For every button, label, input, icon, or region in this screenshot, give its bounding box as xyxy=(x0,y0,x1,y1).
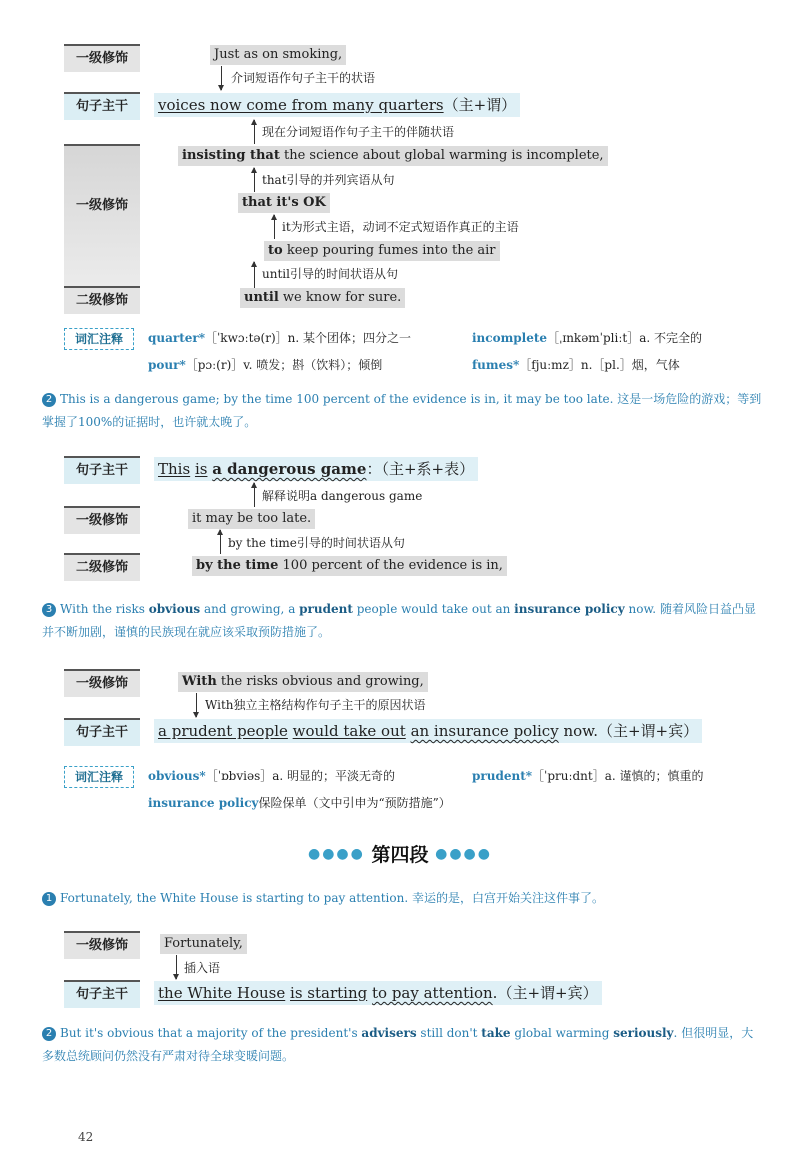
keyword: by the time xyxy=(196,558,279,573)
definition: ［ˌɪnkəmˈpliːt］a. 不完全的 xyxy=(547,331,702,345)
main-tag: ：（主+系+表） xyxy=(366,460,475,478)
chinese-translation: 但很明显，大多数总统顾问仍然没有严肃对待全球变暖问题。 xyxy=(42,1026,754,1063)
chinese-translation: 幸运的是，白宫开始关注这件事了。 xyxy=(411,891,604,905)
label-main: 句子主干 xyxy=(64,718,140,746)
annotation: With独立主格结构作句子主干的原因状语 xyxy=(205,698,426,712)
label-level1: 一级修饰 xyxy=(64,669,140,697)
vocab-tag: 词汇注释 xyxy=(64,766,134,788)
text: global warming xyxy=(510,1026,614,1040)
sentence-number: 2 xyxy=(42,393,56,407)
headword: fumes* xyxy=(472,358,520,372)
label-level1: 一级修饰 xyxy=(64,44,140,72)
object: an insurance policy xyxy=(410,722,559,740)
arrow-down xyxy=(221,66,222,90)
sentence-number: 1 xyxy=(42,892,56,906)
main-tag: （主+谓+宾） xyxy=(497,984,598,1002)
clause-text xyxy=(264,241,500,261)
label-main: 句子主干 xyxy=(64,980,140,1008)
headword: obvious* xyxy=(148,769,206,783)
vocab-tag: 词汇注释 xyxy=(64,328,134,350)
text: . xyxy=(492,984,498,1002)
label-level2: 二级修饰 xyxy=(64,286,140,314)
text: now. xyxy=(624,602,657,616)
headword: incomplete xyxy=(472,331,548,345)
vocab-item xyxy=(148,795,451,811)
vocab-item xyxy=(148,768,395,784)
definition: 保险保单（文中引申为“预防措施”） xyxy=(258,796,451,810)
arrow-down xyxy=(176,955,177,979)
clause-rest: the science about global warming is incomplete, xyxy=(279,148,604,163)
clause-rest: 100 percent of the evidence is in, xyxy=(278,558,503,573)
verb: is starting xyxy=(290,984,368,1002)
keyword: insisting that xyxy=(182,148,280,163)
modifier-l1-text: Just as on smoking, xyxy=(210,45,346,65)
keyword: insurance policy xyxy=(514,602,625,616)
predicative: a dangerous game xyxy=(212,460,367,478)
clause-text xyxy=(240,288,405,308)
main-tag: （主+谓） xyxy=(443,96,517,114)
sentence-paragraph xyxy=(42,388,762,434)
arrow-up xyxy=(254,262,255,288)
sentence-paragraph xyxy=(42,887,762,910)
annotation: by the time引导的时间状语从句 xyxy=(228,536,405,550)
main-clause xyxy=(154,719,702,743)
sentence-paragraph xyxy=(42,1022,762,1068)
keyword: take xyxy=(481,1026,511,1040)
definition: ［ˈɒbviəs］a. 明显的；平淡无奇的 xyxy=(205,769,396,783)
headword: pour* xyxy=(148,358,186,372)
arrow-up xyxy=(274,215,275,239)
clause-text: it may be too late. xyxy=(188,509,315,529)
text: still don't xyxy=(416,1026,482,1040)
annotation: that引导的并列宾语从句 xyxy=(262,173,395,187)
main-clause xyxy=(154,981,602,1005)
keyword: With xyxy=(182,674,217,689)
definition: ［fjuːmz］n.［pl.］烟，气体 xyxy=(519,358,680,372)
annotation: 介词短语作句子主干的状语 xyxy=(231,71,376,85)
vocab-item xyxy=(148,357,382,373)
keyword: seriously xyxy=(613,1026,674,1040)
text: people would take out an xyxy=(352,602,515,616)
section-title-text: 第四段 xyxy=(371,844,429,866)
definition: ［pɔː(r)］v. 喷发；斟（饮料）；倾倒 xyxy=(185,358,383,372)
keyword: obvious xyxy=(148,602,201,616)
headword: quarter* xyxy=(148,331,205,345)
main-clause-text: voices now come from many quarters xyxy=(158,96,444,114)
clause-text xyxy=(178,146,608,166)
label-level1: 一级修饰 xyxy=(64,506,140,534)
vocab-item xyxy=(472,330,702,346)
annotation: until引导的时间状语从句 xyxy=(262,267,398,281)
section-title xyxy=(0,840,800,867)
headword: prudent* xyxy=(472,769,533,783)
english-sentence: This is a dangerous game; by the time 100 percent of the evidence is in, it may be too late. xyxy=(60,392,614,406)
arrow-up xyxy=(254,168,255,192)
annotation: 解释说明a dangerous game xyxy=(262,489,423,503)
vocab-item xyxy=(148,330,411,346)
label-main: 句子主干 xyxy=(64,456,140,484)
clause-rest: the risks obvious and growing, xyxy=(216,674,424,689)
clause-text xyxy=(178,672,428,692)
label-level2: 二级修饰 xyxy=(64,553,140,581)
clause-rest: keep pouring fumes into the air xyxy=(282,243,496,258)
annotation: 插入语 xyxy=(184,961,221,975)
label-level1: 一级修饰 xyxy=(64,144,140,292)
keyword: to xyxy=(268,243,283,258)
keyword: until xyxy=(244,290,279,305)
sentence-paragraph xyxy=(42,598,762,644)
subject: This xyxy=(158,460,191,478)
english-sentence: Fortunately, the White House is starting to pay attention. xyxy=(60,891,409,905)
arrow-up xyxy=(254,120,255,144)
arrow-down xyxy=(196,693,197,717)
label-level1: 一级修饰 xyxy=(64,931,140,959)
clause-text xyxy=(192,556,507,576)
keyword: advisers xyxy=(361,1026,417,1040)
annotation: it为形式主语，动词不定式短语作真正的主语 xyxy=(282,220,519,234)
dots-decoration: ●●●● xyxy=(307,846,365,862)
label-main: 句子主干 xyxy=(64,92,140,120)
main-tag: （主+谓+宾） xyxy=(597,722,699,740)
sentence-number: 3 xyxy=(42,603,56,617)
text: With the risks xyxy=(60,602,149,616)
sentence-number: 2 xyxy=(42,1027,56,1041)
subject: the White House xyxy=(158,984,286,1002)
page-number: 42 xyxy=(78,1130,94,1144)
text: now. xyxy=(558,722,598,740)
arrow-up xyxy=(220,530,221,554)
text: and growing, a xyxy=(200,602,300,616)
clause-rest: we know for sure. xyxy=(278,290,402,305)
verb: is xyxy=(194,460,208,478)
vocab-item xyxy=(472,768,704,784)
verb: would take out xyxy=(292,722,406,740)
clause-text: Fortunately, xyxy=(160,934,247,954)
definition: ［ˈpruːdnt］a. 谨慎的；慎重的 xyxy=(532,769,704,783)
arrow-up xyxy=(254,483,255,507)
chinese-translation: 随着风险日益凸显并不断加剧，谨慎的民族现在就应该采取预防措施了。 xyxy=(42,602,756,639)
clause-text: that it's OK xyxy=(238,193,330,213)
object: to pay attention xyxy=(372,984,493,1002)
keyword: prudent xyxy=(299,602,353,616)
dots-decoration: ●●●● xyxy=(435,846,492,862)
text: . xyxy=(673,1026,678,1040)
headword: insurance policy xyxy=(148,796,259,810)
text: But it's obvious that a majority of the president's xyxy=(60,1026,362,1040)
main-clause xyxy=(154,93,520,117)
annotation: 现在分词短语作句子主干的伴随状语 xyxy=(262,125,455,139)
chinese-translation: 这是一场危险的游戏；等到掌握了100%的证据时，也许就太晚了。 xyxy=(42,392,762,429)
definition: ［ˈkwɔːtə(r)］n. 某个团体；四分之一 xyxy=(205,331,411,345)
subject: a prudent people xyxy=(158,722,288,740)
main-clause xyxy=(154,457,478,481)
vocab-item xyxy=(472,357,680,373)
